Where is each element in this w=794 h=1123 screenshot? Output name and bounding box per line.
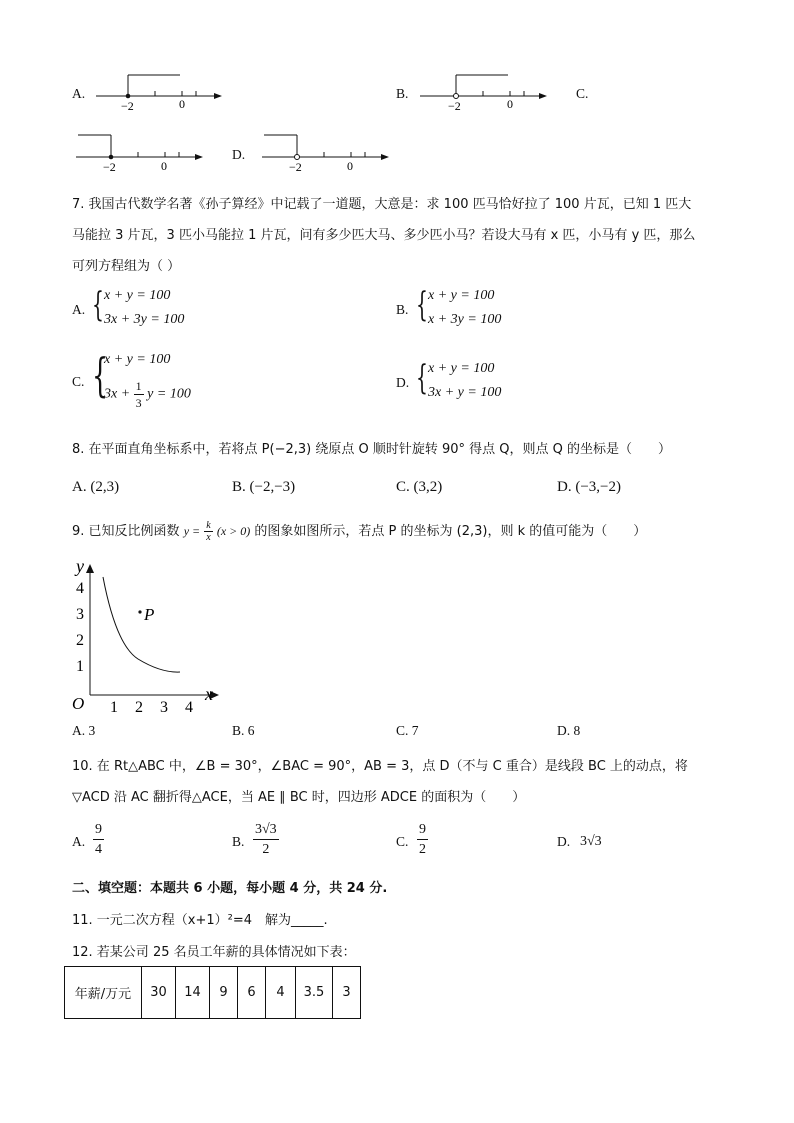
q10-option-d-label[interactable]: D. bbox=[557, 834, 571, 849]
salary-table bbox=[64, 966, 361, 1019]
q10-option-a-label[interactable]: A. bbox=[72, 834, 86, 849]
point-p bbox=[138, 610, 141, 613]
q7-text-line-2: 马能拉 3 片瓦，3 匹小马能拉 1 片瓦，问有多少匹大马、多少匹小马？若设大马有 x 匹，小马有 y 匹，那么 bbox=[72, 228, 696, 243]
x-tick-label: 4 bbox=[185, 699, 193, 715]
q6-option-a-numberline bbox=[92, 68, 227, 112]
q11-text: 11. 一元二次方程（x+1）²=4 解为_____. bbox=[72, 913, 328, 928]
q8-option-b[interactable]: B. (−2,−3) bbox=[232, 479, 296, 495]
table-header-cell: 年薪/万元 bbox=[65, 967, 142, 1019]
q10-text-line-2: ▽ACD 沿 AC 翻折得△ACE，当 AE ∥ BC 时，四边形 ADCE 的面积为（ ） bbox=[72, 790, 526, 805]
function-fraction bbox=[204, 520, 212, 543]
q7-option-b-label[interactable]: B. bbox=[396, 302, 409, 317]
equation: x + 3y = 100 bbox=[428, 312, 502, 327]
q6-option-c-label[interactable]: C. bbox=[576, 86, 589, 101]
equation: x + y = 100 bbox=[104, 352, 171, 367]
q6-option-a-label[interactable]: A. bbox=[72, 86, 86, 101]
table-cell: 14 bbox=[176, 967, 210, 1019]
y-tick-label: 3 bbox=[76, 606, 84, 623]
q6-option-b-label[interactable]: B. bbox=[396, 86, 409, 101]
table-cell: 6 bbox=[238, 967, 266, 1019]
denominator: 3 bbox=[135, 396, 142, 410]
q9-text bbox=[72, 520, 646, 543]
point-p-label: P bbox=[144, 605, 155, 624]
table-cell: 30 bbox=[142, 967, 176, 1019]
q6-option-d-numberline bbox=[258, 128, 398, 174]
equation-part: y = 100 bbox=[147, 386, 191, 402]
equation: 3x + y = 100 bbox=[428, 385, 502, 400]
q7-option-a-label[interactable]: A. bbox=[72, 302, 86, 317]
table-row bbox=[65, 967, 361, 1019]
equation-part: 3x + bbox=[104, 386, 131, 402]
numerator: 9 bbox=[93, 820, 104, 840]
q9-option-c[interactable]: C. 7 bbox=[396, 723, 419, 738]
q10-option-b-fraction bbox=[253, 820, 279, 859]
equation: 3x + 3y = 100 bbox=[104, 312, 185, 327]
q8-option-d[interactable]: D. (−3,−2) bbox=[557, 479, 621, 495]
tick-label: 0 bbox=[179, 97, 185, 111]
y-axis-label: y bbox=[76, 556, 84, 576]
table-cell: 3 bbox=[333, 967, 361, 1019]
table-cell: 4 bbox=[266, 967, 296, 1019]
table-cell: 3.5 bbox=[296, 967, 333, 1019]
table-cell: 9 bbox=[210, 967, 238, 1019]
x-tick-label: 3 bbox=[160, 699, 168, 715]
q8-text: 8. 在平面直角坐标系中，若将点 P(−2,3) 绕原点 O 顺时针旋转 90° 得点 Q，则点 Q 的坐标是（ ） bbox=[72, 442, 672, 457]
q10-option-a-fraction bbox=[93, 820, 104, 859]
q9-option-d[interactable]: D. 8 bbox=[557, 723, 581, 738]
denominator: 4 bbox=[95, 842, 102, 857]
q9-option-b[interactable]: B. 6 bbox=[232, 723, 255, 738]
q10-option-c-label[interactable]: C. bbox=[396, 834, 409, 849]
tick-label: 0 bbox=[507, 97, 513, 111]
q7-option-c-label[interactable]: C. bbox=[72, 374, 85, 389]
equation: x + y = 100 bbox=[104, 288, 171, 303]
denominator: 2 bbox=[262, 842, 270, 857]
numerator: 9 bbox=[417, 820, 428, 840]
numerator: k bbox=[206, 520, 211, 531]
q6-option-b-numberline bbox=[416, 68, 556, 112]
numerator: 3√3 bbox=[253, 820, 279, 840]
q7-option-d-label[interactable]: D. bbox=[396, 375, 410, 390]
q6-option-d-label[interactable]: D. bbox=[232, 147, 246, 162]
q9-graph bbox=[66, 555, 226, 715]
q12-text: 12. 若某公司 25 名员工年薪的具体情况如下表： bbox=[72, 945, 356, 960]
x-axis-label: x bbox=[205, 684, 213, 704]
y-tick-label: 2 bbox=[76, 632, 84, 649]
denominator: 2 bbox=[419, 842, 426, 857]
q7-text-line-3: 可列方程组为（ ） bbox=[72, 259, 181, 274]
equation: x + y = 100 bbox=[428, 361, 495, 376]
tick-label: −2 bbox=[289, 160, 302, 174]
y-tick-label: 4 bbox=[76, 580, 84, 597]
q10-option-d-value: 3√3 bbox=[580, 834, 602, 849]
equation: x + y = 100 bbox=[428, 288, 495, 303]
origin-label: O bbox=[72, 694, 85, 713]
q9-option-a[interactable]: A. 3 bbox=[72, 723, 96, 738]
q8-option-a[interactable]: A. (2,3) bbox=[72, 479, 120, 495]
q8-option-c[interactable]: C. (3,2) bbox=[396, 479, 443, 495]
q9-text-post: 的图象如图所示，若点 P 的坐标为 (2,3)，则 k 的值可能为（ ） bbox=[254, 524, 647, 539]
numerator: 1 bbox=[135, 379, 142, 393]
equation bbox=[104, 378, 191, 411]
q6-option-c-numberline bbox=[72, 128, 212, 174]
tick-label: 0 bbox=[161, 159, 167, 173]
tick-label: 0 bbox=[347, 159, 353, 173]
tick-label: −2 bbox=[103, 160, 116, 174]
fraction bbox=[134, 378, 144, 411]
y-tick-label: 1 bbox=[76, 658, 84, 675]
q10-text-line-1: 10. 在 Rt△ABC 中，∠B = 30°，∠BAC = 90°，AB = 3，点 D（不与 C 重合）是线段 BC 上的动点，将 bbox=[72, 759, 688, 774]
x-tick-label: 2 bbox=[135, 699, 143, 715]
tick-label: −2 bbox=[121, 99, 134, 112]
q10-option-b-label[interactable]: B. bbox=[232, 834, 245, 849]
section-2-title: 二、填空题：本题共 6 小题，每小题 4 分，共 24 分. bbox=[72, 881, 388, 896]
q9-text-pre: 9. 已知反比例函数 bbox=[72, 524, 180, 539]
x-tick-label: 1 bbox=[110, 699, 118, 715]
function-condition: (x > 0) bbox=[216, 524, 251, 538]
q10-option-c-fraction bbox=[417, 820, 428, 859]
denominator: x bbox=[206, 532, 211, 543]
q7-text-line-1: 7. 我国古代数学名著《孙子算经》中记载了一道题，大意是：求 100 匹马恰好拉了 100 片瓦，已知 1 匹大 bbox=[72, 197, 692, 212]
function-y: y = bbox=[183, 524, 201, 538]
tick-label: −2 bbox=[448, 99, 461, 112]
